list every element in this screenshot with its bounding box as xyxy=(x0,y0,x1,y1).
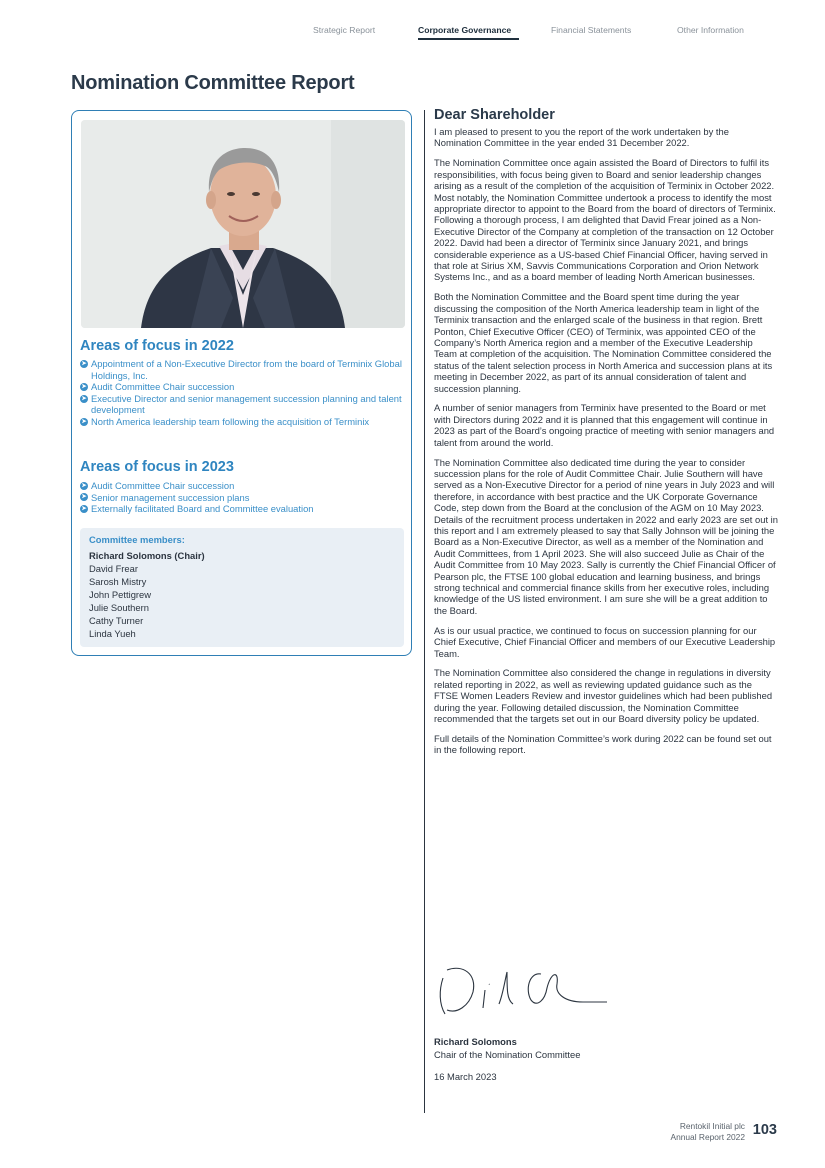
letter-paragraph: As is our usual practice, we continued to focus on succession planning for our Chief Executive, Chief Financial Officer and members of our Executive Leadership Team. xyxy=(434,624,776,659)
chair-portrait-image xyxy=(81,120,405,328)
focus-2023-heading: Areas of focus in 2023 xyxy=(80,459,234,475)
footer-company: Rentokil Initial plc xyxy=(679,1121,745,1131)
signatory-role: Chair of the Nomination Committee xyxy=(434,1049,581,1060)
nav-financial-statements[interactable]: Financial Statements xyxy=(551,25,632,35)
member-item: John Pettigrew xyxy=(89,589,152,600)
letter-paragraph: Both the Nomination Committee and the Board spent time during the year discussing the composition of the North America leadership team in light of the Terminix transaction and the enlarged scale of the business in that region. Brett Ponton, Chief Executive Officer (CEO) of Terminix, was appointed CEO of the Company’s North America region and a member of the Executive Leadership Team at completion of the acquisition. The Nomination Committee considered the status of the talent selection process in North America and succession plans at its meeting in December 2022, as part of its annual consideration of talent and succession planning. xyxy=(434,291,773,394)
arrow-circle-icon: ➤ xyxy=(81,360,87,367)
committee-members-panel xyxy=(80,528,404,647)
handwritten-signature xyxy=(433,960,613,1027)
page-title: Nomination Committee Report xyxy=(71,72,355,94)
letter-paragraph: The Nomination Committee also dedicated time during the year to consider succession plans for the role of Audit Committee Chair. Julie Southern will have served as a Non-Executive Director for a period of nine years in July 2023 and will therefore, in accordance with best practice and the UK Corporate Governance Code, step down from the Board at the conclusion of the AGM on 10 May 2023. Details of the recruitment process undertaken in 2022 and early 2023 are set out in this report and I am extremely pleased to say that Sally Johnson will be joining the Board as a Non-Executive Director, as well as a member of the Nomination and Audit Committees, from 1 April 2023. She will also succeed Julie as Chair of the Audit Committee from 10 May 2023. Sally is currently the Chief Financial Officer of Pearson plc, the FTSE 100 global education and learning business, and brings strong technical and commercial finance skills from her executive roles, including knowledge of the US listed environment. I am sure she will be a great addition to the Board. xyxy=(434,456,778,616)
committee-members-list xyxy=(89,549,205,640)
section-nav xyxy=(0,25,825,39)
arrow-circle-icon: ➤ xyxy=(81,418,87,425)
list-item: ➤ Executive Director and senior management succession planning and talent development xyxy=(81,392,402,416)
nav-strategic-report[interactable]: Strategic Report xyxy=(313,25,376,35)
nav-other-information[interactable]: Other Information xyxy=(677,25,744,35)
list-item: ➤ Audit Committee Chair succession xyxy=(81,381,235,393)
letter-greeting: Dear Shareholder xyxy=(434,107,555,123)
focus-2022-heading: Areas of focus in 2022 xyxy=(80,338,234,354)
list-item: ➤ North America leadership team following the acquisition of Terminix xyxy=(81,415,370,427)
list-item: ➤ Externally facilitated Board and Committee evaluation xyxy=(81,503,314,515)
member-chair: Richard Solomons (Chair) xyxy=(89,550,205,561)
arrow-circle-icon: ➤ xyxy=(81,383,87,390)
member-item: Linda Yueh xyxy=(89,628,136,639)
arrow-circle-icon: ➤ xyxy=(81,494,87,501)
nav-active-underline xyxy=(418,38,519,40)
page-number: 103 xyxy=(752,1122,777,1138)
arrow-circle-icon: ➤ xyxy=(81,395,87,402)
focus-2023-list xyxy=(80,480,402,515)
letter-paragraph: I am pleased to present to you the report of the work undertaken by the Nomination Committee in the year ended 31 December 2022. xyxy=(434,126,729,149)
arrow-circle-icon: ➤ xyxy=(81,505,87,512)
signatory-name: Richard Solomons xyxy=(434,1036,517,1047)
letter-paragraph: The Nomination Committee once again assisted the Board of Directors to fulfil its responsibilities, with focus being given to Board and senior leadership changes arising as a result of the completion of the acquisition of Terminix in October 2022. Most notably, the Nomination Committee undertook a process to identify the most appropriate director to appoint to the Board from the board of directors of Terminix. Following a thorough process, I am delighted that David Frear joined as a Non-Executive Director of the Company at completion of the transaction on 12 October 2022. David had been a director of Terminix since January 2021, and brings considerable experience as a US-based Chief Financial Officer, having served in that role at Sirius XM, Savvis Communications Corporation and Orion Network Systems Inc., and as a board member of leading North American businesses. xyxy=(434,157,776,283)
page-footer xyxy=(577,1121,777,1145)
focus-2022-list xyxy=(80,358,402,428)
footer-report: Annual Report 2022 xyxy=(670,1131,745,1142)
member-item: Julie Southern xyxy=(89,602,149,613)
list-item: ➤ Senior management succession plans xyxy=(81,491,250,503)
member-item: Sarosh Mistry xyxy=(89,576,147,587)
list-item: ➤ Appointment of a Non-Executive Director from the board of Terminix Global Holdings, Inc. xyxy=(81,358,402,381)
letter-paragraph: A number of senior managers from Terminix have presented to the Board or met with Directors during 2022 and it is planned that this engagement will continue in 2023 as part of the Board’s ongoing practice of meeting with senior managers and talent from around the world. xyxy=(434,402,775,448)
column-divider xyxy=(424,110,425,1113)
arrow-circle-icon: ➤ xyxy=(81,482,87,489)
member-item: Cathy Turner xyxy=(89,615,144,626)
chair-letter xyxy=(434,107,778,764)
member-item: David Frear xyxy=(89,563,138,574)
letter-paragraph: The Nomination Committee also considered the change in regulations in diversity related reporting in 2022, as well as reviewing updated guidance such as the FTSE Women Leaders Review and investor guidelines which had been published during the year. Following detailed discussion, the Nomination Committee recommended that the targets set out in our Board diversity policy be updated. xyxy=(434,667,773,725)
committee-members-heading: Committee members: xyxy=(89,534,185,545)
nav-corporate-governance[interactable]: Corporate Governance xyxy=(418,25,512,35)
list-item: ➤ Audit Committee Chair succession xyxy=(81,480,235,491)
letter-paragraph: Full details of the Nomination Committee’s work during 2022 can be found set out in the following report. xyxy=(434,733,772,756)
letter-date: 16 March 2023 xyxy=(434,1071,497,1082)
